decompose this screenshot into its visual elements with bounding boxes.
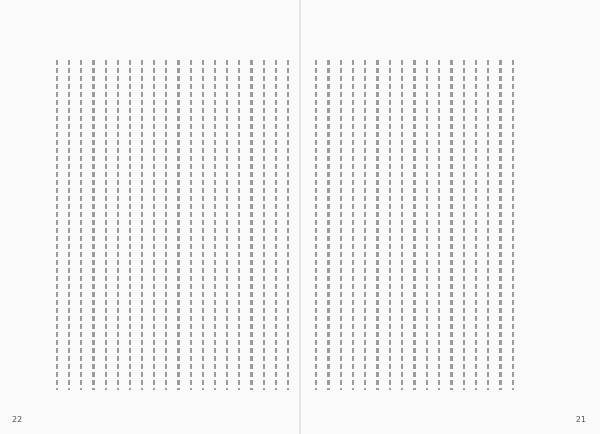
text-column (389, 60, 391, 390)
text-column (56, 60, 58, 390)
text-column (250, 60, 252, 390)
text-column (426, 60, 428, 390)
right-page (301, 0, 600, 434)
text-column (512, 60, 514, 390)
text-column (463, 60, 465, 390)
text-column (340, 60, 342, 390)
text-column (105, 60, 107, 390)
text-column (487, 60, 489, 390)
text-column (92, 60, 94, 390)
text-column (80, 60, 82, 390)
body-text-right (315, 60, 514, 390)
left-page (0, 0, 299, 434)
text-column (475, 60, 477, 390)
text-column (450, 60, 452, 390)
text-column (68, 60, 70, 390)
page-number-left: 22 (12, 415, 23, 424)
text-column (226, 60, 228, 390)
text-column (190, 60, 192, 390)
text-column (401, 60, 403, 390)
text-column (438, 60, 440, 390)
text-column (263, 60, 265, 390)
text-column (413, 60, 415, 390)
text-column (141, 60, 143, 390)
text-column (177, 60, 179, 390)
text-column (352, 60, 354, 390)
text-column (153, 60, 155, 390)
text-column (202, 60, 204, 390)
text-column (315, 60, 317, 390)
text-column (376, 60, 378, 390)
text-column (364, 60, 366, 390)
page-number-right: 21 (575, 415, 586, 424)
text-column (165, 60, 167, 390)
text-column (327, 60, 329, 390)
text-column (129, 60, 131, 390)
text-column (117, 60, 119, 390)
text-column (275, 60, 277, 390)
text-column (238, 60, 240, 390)
text-column (214, 60, 216, 390)
text-column (499, 60, 501, 390)
text-column (287, 60, 289, 390)
body-text-left (56, 60, 289, 390)
